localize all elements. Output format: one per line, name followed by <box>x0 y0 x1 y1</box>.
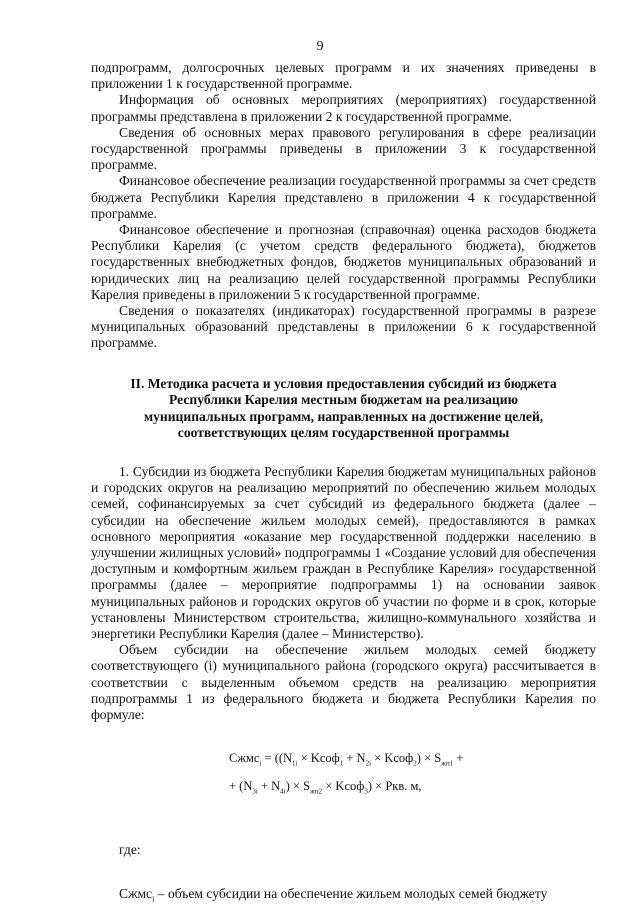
paragraph-6: Сведения о показателях (индикаторах) государственной программы в разрезе муниципальных образований представлены в приложении 6 к государственной программе. <box>91 303 596 351</box>
formula-term: × Kсоф <box>322 778 365 793</box>
section-paragraph-1: 1. Субсидии из бюджета Республики Карелия бюджетам муниципальных районов и городских округов на реализацию мероприятий по обеспечению жильем молодых семей, софинансируемых за счет субсидий из федерального бюджета (далее – субсидии на обеспечение жильем молодых семей), предоставляются в рамках основного мероприятия «оказание мер государственной поддержки населению в улучшении жилищных условий» подпрограммы 1 «Создание условий для обеспечения доступным и комфортным жильем граждан в Республике Карелия» государственной программы (далее – мероприятие подпрограммы 1) на основании заявок муниципальных районов и городских округов об участии по форме и в срок, которые установлены Министерством строительства, жилищно-коммунального хозяйства и энергетики Республики Карелия (далее – Министерство). <box>91 464 596 642</box>
paragraph-3: Сведения об основных мерах правового регулирования в сфере реализации государственной программы приведены в приложении 3 к государственной программе. <box>91 124 596 173</box>
formula-term: × Kсоф <box>371 751 414 766</box>
section-paragraph-2: Объем субсидии на обеспечение жильем молодых семей бюджету соответствующего (i) муниципального района (городского округа) рассчитывается в соответствии с выделенным объемом средств на реализацию мероприятия подпрограммы 1 из федерального бюджета и бюджета Республики Карелия по формуле: <box>91 642 596 723</box>
definition-subscript: i <box>152 895 155 905</box>
heading-line-2: Республики Карелия местным бюджетам на реализацию <box>169 392 518 408</box>
formula-term: Сжмс <box>229 751 260 766</box>
formula-term: + (N <box>229 778 253 793</box>
formula-subscript: i <box>259 759 262 768</box>
formula-subscript: 2i <box>365 759 372 768</box>
heading-line-3: муниципальных программ, направленных на достижение целей, <box>143 408 544 424</box>
formula-term: ) × S <box>416 751 442 766</box>
formula-subscript: 4i <box>280 787 286 796</box>
formula-term: ) × S <box>285 778 311 793</box>
formula-subscript: 1i <box>292 759 298 768</box>
heading-line-4: соответствующих целям государственной программы <box>177 425 510 441</box>
formula-subscript: жп2 <box>310 787 323 796</box>
paragraph-5: Финансовое обеспечение и прогнозная (справочная) оценка расходов бюджета Республики Карелия (с учетом средств федерального бюджета), бюджетов государственных внебюджетных фондов, бюджетов муниципальных образований и юридических лиц на реализацию целей государственной программы Республики Карелия приведены в приложении 5 к государственной программе. <box>91 222 596 302</box>
heading-line-1: II. Методика расчета и условия предоставления субсидий из бюджета <box>130 375 557 391</box>
formula-term: + N <box>343 751 366 766</box>
paragraph-2: Информация об основных мероприятиях (мероприятиях) государственной программы представлена в приложении 2 к государственной программе. <box>91 92 596 124</box>
formula-term: + <box>453 751 464 766</box>
document-body <box>91 60 596 908</box>
formula-subscript: 3 <box>364 787 368 796</box>
formula-subscript: 2 <box>413 759 417 768</box>
formula-subscript: жп1 <box>441 759 454 768</box>
definition-term: Сжмс <box>119 886 153 902</box>
formula-term: + N <box>257 778 281 793</box>
formula-subscript: 3i <box>252 787 258 796</box>
formula-term: = ((N <box>261 751 293 766</box>
formula-term: ) × Ркв. м, <box>367 778 422 793</box>
subsidy-formula <box>229 747 596 802</box>
paragraph-4: Финансовое обеспечение реализации государственной программы за счет средств бюджета Республики Карелия представлено в приложении 4 к государственной программе. <box>91 173 596 221</box>
formula-line-2 <box>229 775 596 803</box>
formula-subscript: 1 <box>339 759 344 768</box>
section-heading <box>91 376 596 442</box>
paragraph-1: подпрограмм, долгосрочных целевых программ и их значениях приведены в приложении 1 к государственной программе. <box>91 60 596 92</box>
formula-line-1 <box>229 747 596 775</box>
definition-text: – объем субсидии на обеспечение жильем молодых семей бюджету <box>154 886 548 902</box>
page-number: 9 <box>316 39 324 54</box>
formula-term: × Kсоф <box>297 751 340 766</box>
where-label: где: <box>119 842 141 858</box>
